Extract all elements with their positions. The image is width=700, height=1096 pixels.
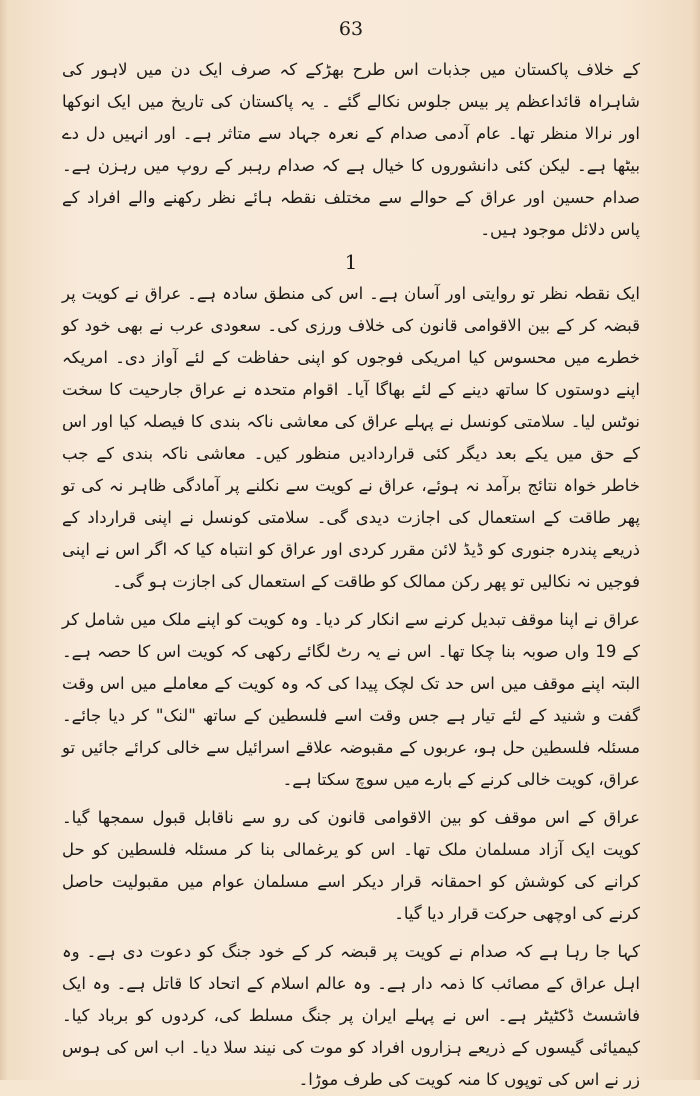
paragraph-intro: کے خلاف پاکستان میں جذبات اس طرح بھڑکے کہ صرف ایک دن میں لاہور کی شاہراہ قائداعظم پر بیس جلوس نکالے گئے ۔ یہ پاکستان کی تاریخ میں ایک انوکھا اور نرالا منظر تھا۔ عام آدمی صدام کے نعرہ جہاد سے متاثر ہے۔ اور انہیں دل دے بیٹھا ہے۔ لیکن کئی دانشوروں کا خیال ہے کہ صدام رہبر کے روپ میں رہزن ہے۔ صدام حسین اور عراق کے حوالے سے مختلف نقطہ ہائے نظر رکھنے والے افراد کے پاس دلائل موجود ہیں۔ xyxy=(62,60,640,239)
paragraph-4: کہا جا رہا ہے کہ صدام نے کویت پر قبضہ کر کے خود جنگ کو دعوت دی ہے۔ وہ اہل عراق کے مصائب کا ذمہ دار ہے۔ وہ عالم اسلام کے اتحاد کا قاتل ہے۔ وہ ایک فاشسٹ ڈکٹیٹر ہے۔ اس نے پہلے ایران پر جنگ مسلط کی، کردوں کو برباد کیا۔ کیمیائی گیسوں کے ذریعے ہزاروں افراد کو موت کی نیند سلا دیا۔ اب اس کی ہوس زر نے اس کی توپوں کا منہ کویت کی طرف موڑا۔ xyxy=(62,942,640,1089)
page-edge-shadow-left xyxy=(0,0,8,1080)
section-number: 1 xyxy=(344,250,358,274)
page-number: 63 xyxy=(338,18,364,40)
paragraph-1: ایک نقطہ نظر تو روایتی اور آسان ہے۔ اس کی منطق سادہ ہے۔ عراق نے کویت پر قبضہ کر کے بین الاقوامی قانون کی خلاف ورزی کی۔ سعودی عرب نے بھی خود کو خطرے میں محسوس کیا امریکی فوجوں کو اپنی حفاظت کے لئے آواز دی۔ امریکہ اپنے دوستوں کا ساتھ دینے کے لئے بھاگا آیا۔ اقوام متحدہ نے عراق جارحیت کا سخت نوٹس لیا۔ سلامتی کونسل نے پہلے عراق کی معاشی ناکہ بندی کا فیصلہ کیا اور اس کے حق میں یکے بعد دیگر کئی قراردادیں منظور کیں۔ معاشی ناکہ بندی کے جب خاطر خواہ نتائج برآمد نہ ہوئے، عراق نے کویت سے نکلنے پر آمادگی ظاہر نہ کی تو پھر طاقت کے استعمال کی اجازت دیدی گی۔ سلامتی کونسل نے اپنی قرارداد کے ذریعے پندرہ جنوری کو ڈیڈ لائن مقرر کردی اور عراق کو انتباہ کیا کہ اگر اس نے اپنی فوجیں نہ نکالیں تو پھر رکن ممالک کو طاقت کے استعمال کی اجازت ہو گی۔ xyxy=(62,284,640,591)
paragraph-2: عراق نے اپنا موقف تبدیل کرنے سے انکار کر دیا۔ وہ کویت کو اپنے ملک میں شامل کر کے 19 واں صوبہ بنا چکا تھا۔ اس نے یہ رٹ لگائے رکھی کہ کویت اس کا حصہ ہے۔ البتہ اپنے موقف میں اس حد تک لچک پیدا کی کہ وہ کویت کے معاملے میں اس وقت گفت و شنید کے لئے تیار ہے جس وقت اسے فلسطین کے ساتھ "لنک" کر دیا جائے۔ مسئلہ فلسطین حل ہو، عربوں کے مقبوضہ علاقے اسرائیل سے خالی کرائے جائیں تو عراق، کویت خالی کرنے کے بارے میں سوچ سکتا ہے۔ xyxy=(62,610,640,789)
paragraph-3: عراق کے اس موقف کو بین الاقوامی قانون کی رو سے ناقابل قبول سمجھا گیا۔ کویت ایک آزاد مسلمان ملک تھا۔ اس کو یرغمالی بنا کر مسئلہ فلسطین کو حل کرانے کی کوشش کو احمقانہ قرار دیکر اسے مسلمان عوام میں مقبولیت حاصل کرنے کی اوچھی حرکت قرار دیا گیا۔ xyxy=(62,808,640,923)
page-edge-shadow-right xyxy=(692,0,700,1080)
